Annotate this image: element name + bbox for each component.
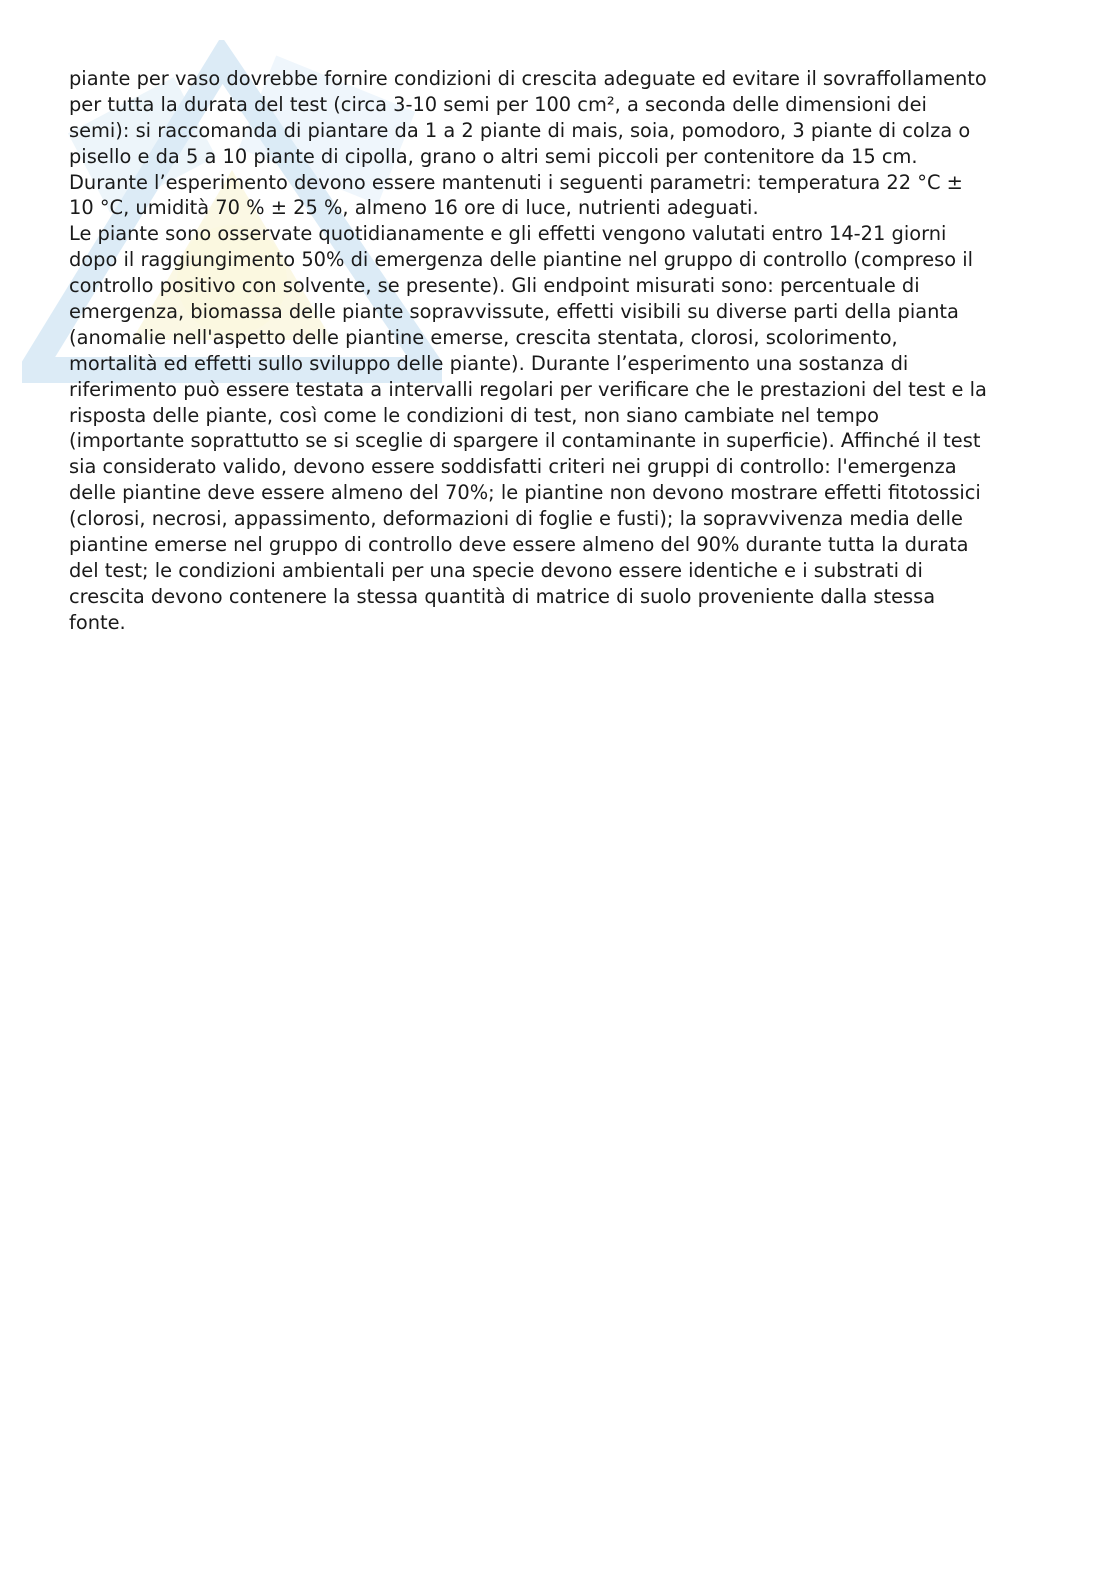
text-line: del test; le condizioni ambientali per una specie devono essere identiche e i substrati di <box>69 558 923 582</box>
text-line: crescita devono contenere la stessa quantità di matrice di suolo proveniente dalla stessa <box>69 584 936 608</box>
body-text <box>69 66 1059 636</box>
text-line: mortalità ed effetti sullo sviluppo delle piante). Durante l’esperimento una sostanza di <box>69 351 909 375</box>
text-line: dopo il raggiungimento 50% di emergenza delle piantine nel gruppo di controllo (compreso il <box>69 248 974 272</box>
text-line: semi): si raccomanda di piantare da 1 a 2 piante di mais, soia, pomodoro, 3 piante di colza o <box>69 118 971 142</box>
text-line: piantine emerse nel gruppo di controllo deve essere almeno del 90% durante tutta la durata <box>69 533 969 557</box>
text-line: Durante l’esperimento devono essere mantenuti i seguenti parametri: temperatura 22 °C ± <box>69 170 963 194</box>
text-line: sia considerato valido, devono essere soddisfatti criteri nei gruppi di controllo: l'emergenza <box>69 455 957 479</box>
text-line: per tutta la durata del test (circa 3-10 semi per 100 cm², a seconda delle dimensioni dei <box>69 92 927 116</box>
text-line: riferimento può essere testata a intervalli regolari per verificare che le prestazioni del test e la <box>69 377 987 401</box>
text-line: (importante soprattutto se si sceglie di spargere il contaminante in superficie). Affinché il test <box>69 429 981 453</box>
text-line: Le piante sono osservate quotidianamente e gli effetti vengono valutati entro 14-21 giorni <box>69 222 947 246</box>
text-line: delle piantine deve essere almeno del 70%; le piantine non devono mostrare effetti fitotossici <box>69 481 981 505</box>
text-line: piante per vaso dovrebbe fornire condizioni di crescita adeguate ed evitare il sovraffollamento <box>69 67 987 90</box>
text-line: emergenza, biomassa delle piante sopravvissute, effetti visibili su diverse parti della pianta <box>69 300 959 324</box>
text-line: risposta delle piante, così come le condizioni di test, non siano cambiate nel tempo <box>69 403 879 427</box>
text-line: pisello e da 5 a 10 piante di cipolla, grano o altri semi piccoli per contenitore da 15 cm. <box>69 144 918 168</box>
text-line: 10 °C, umidità 70 % ± 25 %, almeno 16 ore di luce, nutrienti adeguati. <box>69 196 759 220</box>
text-line: (anomalie nell'aspetto delle piantine emerse, crescita stentata, clorosi, scolorimento, <box>69 325 898 349</box>
text-line: controllo positivo con solvente, se presente). Gli endpoint misurati sono: percentuale di <box>69 274 920 298</box>
text-line: (clorosi, necrosi, appassimento, deformazioni di foglie e fusti); la sopravvivenza media delle <box>69 507 963 531</box>
text-line: fonte. <box>69 610 126 634</box>
